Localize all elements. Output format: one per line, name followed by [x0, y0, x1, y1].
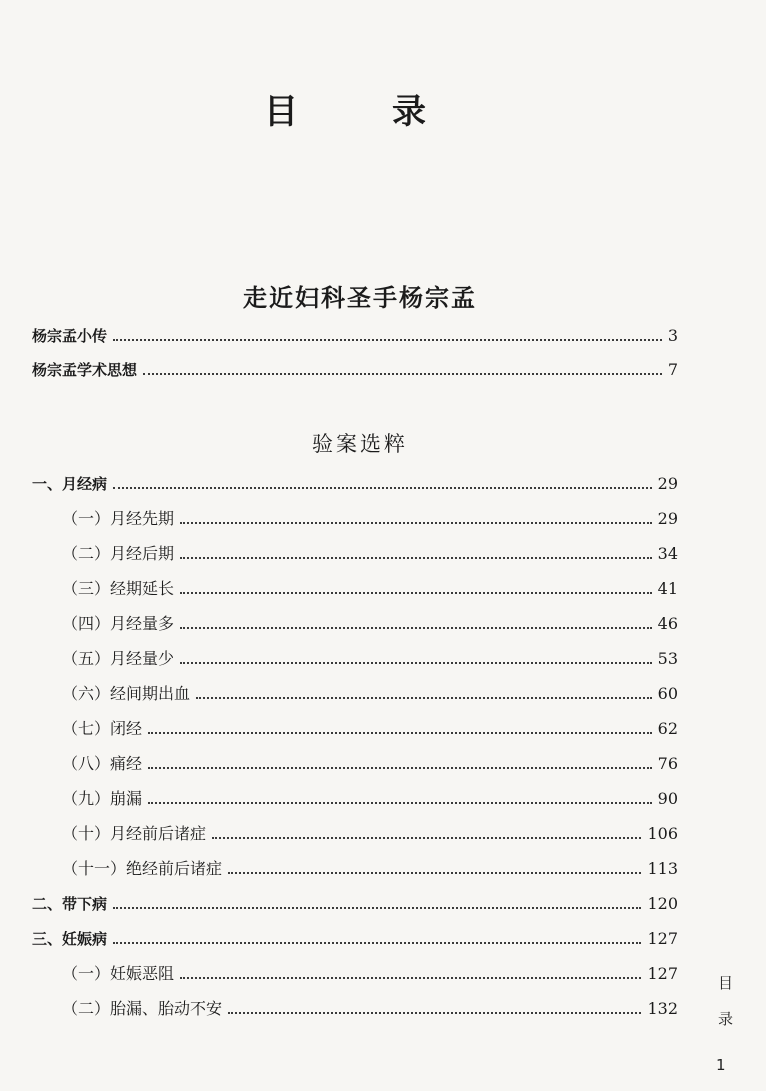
dot-leader [180, 977, 641, 979]
toc-entry-page: 90 [657, 789, 678, 808]
toc-entry-page: 62 [657, 719, 678, 738]
section-title: 走近妇科圣手杨宗孟 [243, 283, 477, 312]
toc-entry-page: 120 [647, 894, 678, 913]
toc-entry-label: （七）闭经 [62, 719, 143, 738]
dot-leader [143, 373, 662, 375]
toc-entry-label: （三）经期延长 [62, 579, 175, 598]
toc-entry-label: 杨宗孟学术思想 [32, 361, 138, 379]
toc-entry[interactable] [62, 781, 678, 809]
toc-entry[interactable] [62, 536, 678, 564]
toc-entry-page: 7 [667, 360, 678, 379]
dot-leader [113, 339, 662, 341]
dot-leader [212, 837, 641, 839]
toc-entry-page: 106 [647, 824, 678, 843]
toc-entry-page: 3 [667, 326, 678, 345]
toc-entry-page: 60 [657, 684, 678, 703]
dot-leader [196, 697, 652, 699]
toc-entry-label: 一、月经病 [32, 475, 108, 493]
toc-entry[interactable] [32, 352, 678, 380]
dot-leader [148, 802, 652, 804]
toc-entry[interactable] [62, 851, 678, 879]
toc-entry-label: （六）经间期出血 [62, 684, 191, 703]
page-title: 目 录 [264, 92, 456, 132]
dot-leader [180, 662, 652, 664]
toc-entry[interactable] [62, 571, 678, 599]
toc-entry-page: 46 [657, 614, 678, 633]
toc-entry-label: （二）胎漏、胎动不安 [62, 999, 223, 1018]
toc-entry-page: 76 [657, 754, 678, 773]
dot-leader [228, 872, 641, 874]
toc-entry-page: 34 [657, 544, 678, 563]
side-running-label: 目 [718, 974, 734, 992]
toc-entry-page: 132 [647, 999, 678, 1018]
toc-entry-label: 二、带下病 [32, 895, 108, 913]
toc-entry[interactable] [32, 886, 678, 914]
toc-entry-label: （十）月经前后诸症 [62, 824, 207, 843]
dot-leader [180, 522, 652, 524]
dot-leader [180, 557, 652, 559]
toc-entry-page: 127 [647, 964, 678, 983]
toc-entry[interactable] [62, 711, 678, 739]
dot-leader [113, 487, 652, 489]
toc-entry-label: （一）月经先期 [62, 509, 175, 528]
dot-leader [180, 592, 652, 594]
toc-entry-page: 29 [657, 474, 678, 493]
toc-entry-label: （八）痛经 [62, 754, 143, 773]
dot-leader [228, 1012, 641, 1014]
toc-entry-page: 41 [657, 579, 678, 598]
dot-leader [148, 767, 652, 769]
toc-entry-page: 113 [647, 859, 678, 878]
toc-entry-label: 杨宗孟小传 [32, 327, 108, 345]
dot-leader [113, 942, 641, 944]
toc-entry-label: （五）月经量少 [62, 649, 175, 668]
toc-entry[interactable] [62, 956, 678, 984]
toc-entry[interactable] [32, 466, 678, 494]
toc-entry-page: 127 [647, 929, 678, 948]
dot-leader [113, 907, 641, 909]
toc-entry-page: 53 [657, 649, 678, 668]
toc-entry-label: （十一）绝经前后诸症 [62, 859, 223, 878]
toc-entry-label: （二）月经后期 [62, 544, 175, 563]
toc-entry[interactable] [62, 641, 678, 669]
page-number: 1 [716, 1056, 726, 1074]
toc-entry[interactable] [62, 991, 678, 1019]
toc-entry-label: （九）崩漏 [62, 789, 143, 808]
dot-leader [180, 627, 652, 629]
toc-entry[interactable] [62, 816, 678, 844]
toc-entry-page: 29 [657, 509, 678, 528]
toc-entry[interactable] [62, 501, 678, 529]
toc-entry-label: （一）妊娠恶阻 [62, 964, 175, 983]
side-running-label: 录 [718, 1010, 734, 1028]
toc-entry-label: （四）月经量多 [62, 614, 175, 633]
section-title: 验案选粹 [312, 432, 408, 456]
toc-entry[interactable] [62, 746, 678, 774]
toc-entry[interactable] [32, 921, 678, 949]
toc-entry-label: 三、妊娠病 [32, 930, 108, 948]
toc-entry[interactable] [32, 318, 678, 346]
toc-entry[interactable] [62, 606, 678, 634]
toc-entry[interactable] [62, 676, 678, 704]
dot-leader [148, 732, 652, 734]
